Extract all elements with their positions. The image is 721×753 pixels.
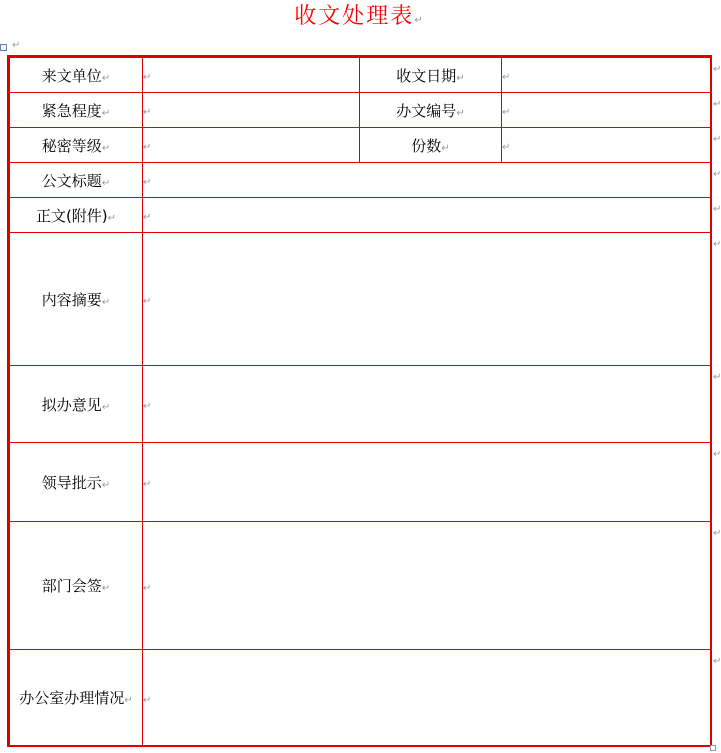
value-cell[interactable]: ↵ — [143, 198, 711, 233]
row-end-mark: ↵ — [713, 239, 721, 250]
table-row — [10, 198, 711, 233]
table-row — [10, 366, 711, 443]
label-cell: 份数↵ — [360, 128, 502, 163]
title-text: 收文处理表 — [294, 4, 415, 29]
table-row — [10, 128, 711, 163]
title-paragraph-mark: ↵ — [414, 15, 423, 26]
label-cell: 拟办意见↵ — [10, 366, 143, 443]
label-cell: 领导批示↵ — [10, 443, 143, 522]
row-end-mark: ↵ — [713, 656, 721, 667]
row-end-mark: ↵ — [713, 169, 721, 180]
value-cell[interactable]: ↵ — [502, 93, 711, 128]
table-move-handle-icon[interactable] — [0, 44, 7, 51]
label-cell: 紧急程度↵ — [10, 93, 143, 128]
label-cell: 内容摘要↵ — [10, 233, 143, 366]
value-cell[interactable]: ↵ — [502, 128, 711, 163]
table-row — [10, 443, 711, 522]
row-end-mark: ↵ — [713, 449, 721, 460]
row-end-mark: ↵ — [713, 134, 721, 145]
label-cell: 秘密等级↵ — [10, 128, 143, 163]
label-cell: 来文单位↵ — [10, 58, 143, 93]
label-cell: 办文编号↵ — [360, 93, 502, 128]
label-cell: 正文(附件)↵ — [10, 198, 143, 233]
value-cell[interactable]: ↵ — [143, 58, 360, 93]
row-end-mark: ↵ — [713, 99, 721, 110]
table-row — [10, 163, 711, 198]
value-cell[interactable]: ↵ — [143, 93, 360, 128]
row-end-mark: ↵ — [713, 204, 721, 215]
value-cell[interactable]: ↵ — [143, 443, 711, 522]
label-cell: 收文日期↵ — [360, 58, 502, 93]
table-row — [10, 233, 711, 366]
value-cell[interactable]: ↵ — [143, 128, 360, 163]
page-title — [0, 2, 717, 36]
label-cell: 办公室办理情况↵ — [10, 650, 143, 746]
row-end-mark: ↵ — [713, 64, 721, 75]
table-row — [10, 522, 711, 650]
table-resize-handle-icon[interactable] — [710, 745, 716, 751]
value-cell[interactable]: ↵ — [143, 522, 711, 650]
paragraph-mark: ↵ — [12, 40, 21, 51]
value-cell[interactable]: ↵ — [143, 163, 711, 198]
label-cell: 公文标题↵ — [10, 163, 143, 198]
value-cell[interactable]: ↵ — [502, 58, 711, 93]
label-cell: 部门会签↵ — [10, 522, 143, 650]
table-row — [10, 58, 711, 93]
value-cell[interactable]: ↵ — [143, 366, 711, 443]
row-end-mark: ↵ — [713, 372, 721, 383]
document-form-table — [9, 57, 711, 746]
table-row — [10, 93, 711, 128]
row-end-mark: ↵ — [713, 528, 721, 539]
table-row — [10, 650, 711, 746]
value-cell[interactable]: ↵ — [143, 650, 711, 746]
value-cell[interactable]: ↵ — [143, 233, 711, 366]
